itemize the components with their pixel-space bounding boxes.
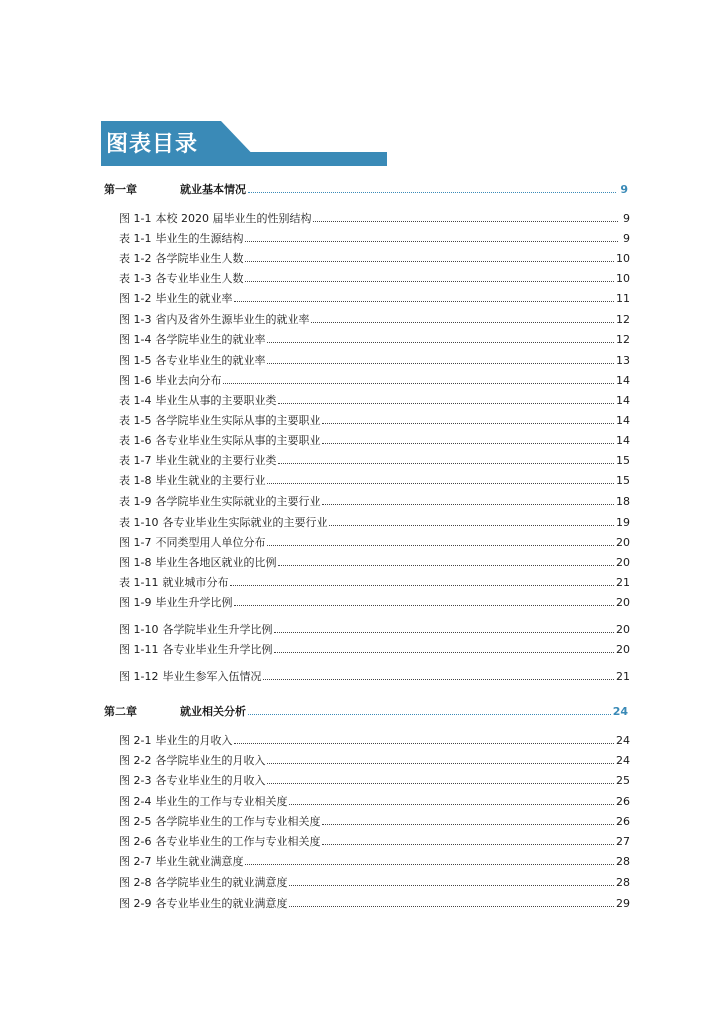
entry-number: 图 1-6	[119, 374, 152, 387]
page-number: 9	[623, 212, 630, 225]
page-number: 12	[616, 333, 630, 346]
entry-number: 图 1-10	[119, 623, 159, 636]
dot-leader	[289, 885, 614, 886]
toc-entry[interactable]	[119, 292, 630, 306]
toc-entry[interactable]	[119, 374, 630, 388]
entry-number: 图 2-5	[119, 815, 152, 828]
dot-leader	[263, 679, 614, 680]
dot-leader	[278, 403, 614, 404]
page-number: 20	[616, 596, 630, 609]
entry-number: 图 1-11	[119, 643, 159, 656]
dot-leader	[278, 463, 614, 464]
chapter-heading[interactable]	[104, 183, 628, 197]
entry-number: 表 1-6	[119, 434, 152, 447]
page-number: 10	[616, 272, 630, 285]
toc-entry[interactable]	[119, 232, 630, 246]
page-number: 20	[616, 556, 630, 569]
dot-leader	[267, 763, 614, 764]
dot-leader	[311, 322, 614, 323]
entry-number: 图 2-3	[119, 774, 152, 787]
page-number: 20	[616, 536, 630, 549]
toc-entry[interactable]	[119, 734, 630, 748]
entry-title: 各学院毕业生人数	[155, 252, 244, 265]
entry-title: 毕业生升学比例	[155, 596, 233, 609]
dot-leader	[245, 281, 614, 282]
entry-title: 各学院毕业生升学比例	[162, 623, 273, 636]
toc-entry[interactable]	[119, 414, 630, 428]
dot-leader	[245, 261, 614, 262]
entry-title: 毕业生就业的主要行业	[155, 474, 266, 487]
page-number: 24	[612, 705, 628, 718]
entry-title: 各学院毕业生的就业率	[155, 333, 266, 346]
toc-entry[interactable]	[119, 754, 630, 768]
entry-title: 毕业生的就业率	[155, 292, 233, 305]
entry-title: 各学院毕业生实际就业的主要行业	[155, 495, 321, 508]
entry-number: 图 2-9	[119, 897, 152, 910]
page-number: 21	[616, 576, 630, 589]
dot-leader	[278, 565, 614, 566]
page-number: 11	[616, 292, 630, 305]
entry-title: 各学院毕业生实际从事的主要职业	[155, 414, 321, 427]
toc-entry[interactable]	[119, 272, 630, 286]
page-number: 18	[616, 495, 630, 508]
dot-leader	[267, 545, 614, 546]
entry-title: 毕业生参军入伍情况	[162, 670, 262, 683]
page-number: 19	[616, 516, 630, 529]
page-number: 26	[616, 815, 630, 828]
page-number: 9	[623, 232, 630, 245]
entry-number: 图 2-2	[119, 754, 152, 767]
page-number: 29	[616, 897, 630, 910]
entry-title: 毕业生就业的主要行业类	[155, 454, 277, 467]
toc-entry[interactable]	[119, 643, 630, 657]
entry-title: 毕业生的工作与专业相关度	[155, 795, 288, 808]
page-number: 26	[616, 795, 630, 808]
entry-number: 图 2-4	[119, 795, 152, 808]
toc-entry[interactable]	[119, 516, 630, 530]
toc-entry[interactable]	[119, 474, 630, 488]
page-number: 14	[616, 394, 630, 407]
entry-number: 表 1-2	[119, 252, 152, 265]
entry-title: 各专业毕业生实际就业的主要行业	[162, 516, 328, 529]
entry-number: 表 1-10	[119, 516, 159, 529]
entry-title: 各专业毕业生的就业率	[155, 354, 266, 367]
entry-title: 毕业生各地区就业的比例	[155, 556, 277, 569]
entry-title: 省内及省外生源毕业生的就业率	[155, 313, 310, 326]
entry-title: 各专业毕业生的工作与专业相关度	[155, 835, 321, 848]
dot-leader	[322, 504, 614, 505]
dot-leader	[274, 632, 614, 633]
toc-entry[interactable]	[119, 670, 630, 684]
dot-leader	[313, 221, 618, 222]
toc-entry[interactable]	[119, 774, 630, 788]
page-number: 21	[616, 670, 630, 683]
page-number: 25	[616, 774, 630, 787]
page-number: 14	[616, 414, 630, 427]
toc-entry[interactable]	[119, 855, 630, 869]
dot-leader	[322, 844, 614, 845]
entry-number: 图 2-7	[119, 855, 152, 868]
entry-number: 图 1-9	[119, 596, 152, 609]
entry-title: 不同类型用人单位分布	[155, 536, 266, 549]
entry-title: 各学院毕业生的月收入	[155, 754, 266, 767]
entry-title: 毕业生的生源结构	[155, 232, 244, 245]
entry-title: 本校 2020 届毕业生的性别结构	[155, 212, 312, 225]
page-number: 14	[616, 434, 630, 447]
dot-leader	[245, 241, 618, 242]
entry-number: 图 1-5	[119, 354, 152, 367]
page-number: 24	[616, 754, 630, 767]
page-number: 15	[616, 454, 630, 467]
entry-number: 表 1-9	[119, 495, 152, 508]
entry-number: 图 1-1	[119, 212, 152, 225]
entry-title: 各学院毕业生的就业满意度	[155, 876, 288, 889]
toc-entry[interactable]	[119, 454, 630, 468]
dot-leader	[322, 443, 614, 444]
entry-number: 表 1-11	[119, 576, 159, 589]
dot-leader	[274, 652, 614, 653]
entry-number: 图 2-6	[119, 835, 152, 848]
toc-entry[interactable]	[119, 394, 630, 408]
dot-leader	[234, 605, 614, 606]
toc-entry[interactable]	[119, 795, 630, 809]
entry-number: 图 1-2	[119, 292, 152, 305]
entry-title: 就业城市分布	[162, 576, 229, 589]
toc-entry[interactable]	[119, 313, 630, 327]
toc-entry[interactable]	[119, 536, 630, 550]
entry-number: 表 1-3	[119, 272, 152, 285]
page-number: 15	[616, 474, 630, 487]
entry-title: 各专业毕业生人数	[155, 272, 244, 285]
dot-leader	[289, 906, 614, 907]
page-title: 图表目录	[106, 132, 199, 157]
entry-title: 各专业毕业生的月收入	[155, 774, 266, 787]
entry-title: 毕业生就业满意度	[155, 855, 244, 868]
page-number: 10	[616, 252, 630, 265]
dot-leader	[245, 864, 614, 865]
page-number: 12	[616, 313, 630, 326]
entry-number: 表 1-1	[119, 232, 152, 245]
dot-leader	[267, 363, 614, 364]
toc-entry[interactable]	[119, 623, 630, 637]
entry-number: 图 1-7	[119, 536, 152, 549]
chapter-heading[interactable]	[104, 705, 628, 719]
dot-leader	[234, 743, 614, 744]
dot-leader	[329, 525, 614, 526]
dot-leader	[248, 192, 616, 193]
entry-number: 表 1-4	[119, 394, 152, 407]
toc-entry[interactable]	[119, 333, 630, 347]
toc-entry[interactable]	[119, 876, 630, 890]
dot-leader	[223, 383, 614, 384]
chapter-title: 就业基本情况	[180, 183, 246, 196]
chapter-label: 第二章	[104, 705, 137, 718]
dot-leader	[267, 342, 614, 343]
title-banner	[101, 121, 387, 166]
dot-leader	[267, 783, 614, 784]
page-number: 28	[616, 876, 630, 889]
toc-entry[interactable]	[119, 495, 630, 509]
entry-number: 图 1-12	[119, 670, 159, 683]
page-number: 9	[620, 183, 628, 196]
page-number: 28	[616, 855, 630, 868]
page-number: 13	[616, 354, 630, 367]
entry-number: 图 1-3	[119, 313, 152, 326]
entry-number: 图 2-8	[119, 876, 152, 889]
entry-title: 各专业毕业生实际从事的主要职业	[155, 434, 321, 447]
entry-number: 表 1-5	[119, 414, 152, 427]
entry-title: 各专业毕业生升学比例	[162, 643, 273, 656]
dot-leader	[267, 483, 614, 484]
dot-leader	[289, 804, 614, 805]
toc-entry[interactable]	[119, 354, 630, 368]
entry-number: 图 1-4	[119, 333, 152, 346]
toc-entry[interactable]	[119, 556, 630, 570]
toc-entry[interactable]	[119, 252, 630, 266]
entry-title: 各学院毕业生的工作与专业相关度	[155, 815, 321, 828]
dot-leader	[248, 714, 611, 715]
chapter-label: 第一章	[104, 183, 137, 196]
page-number: 20	[616, 643, 630, 656]
entry-title: 各专业毕业生的就业满意度	[155, 897, 288, 910]
toc-entry[interactable]	[119, 897, 630, 911]
toc-entry[interactable]	[119, 596, 630, 610]
toc-entry[interactable]	[119, 434, 630, 448]
dot-leader	[230, 585, 614, 586]
entry-title: 毕业去向分布	[155, 374, 222, 387]
entry-title: 毕业生的月收入	[155, 734, 233, 747]
toc-entry[interactable]	[119, 576, 630, 590]
dot-leader	[234, 301, 614, 302]
dot-leader	[322, 423, 614, 424]
toc-entry[interactable]	[119, 835, 630, 849]
entry-number: 图 1-8	[119, 556, 152, 569]
page-number: 24	[616, 734, 630, 747]
entry-number: 表 1-8	[119, 474, 152, 487]
entry-title: 毕业生从事的主要职业类	[155, 394, 277, 407]
page-number: 27	[616, 835, 630, 848]
page-number: 14	[616, 374, 630, 387]
dot-leader	[322, 824, 614, 825]
chapter-title: 就业相关分析	[180, 705, 246, 718]
entry-number: 图 2-1	[119, 734, 152, 747]
toc-entry[interactable]	[119, 212, 630, 226]
entry-number: 表 1-7	[119, 454, 152, 467]
page-number: 20	[616, 623, 630, 636]
toc-entry[interactable]	[119, 815, 630, 829]
